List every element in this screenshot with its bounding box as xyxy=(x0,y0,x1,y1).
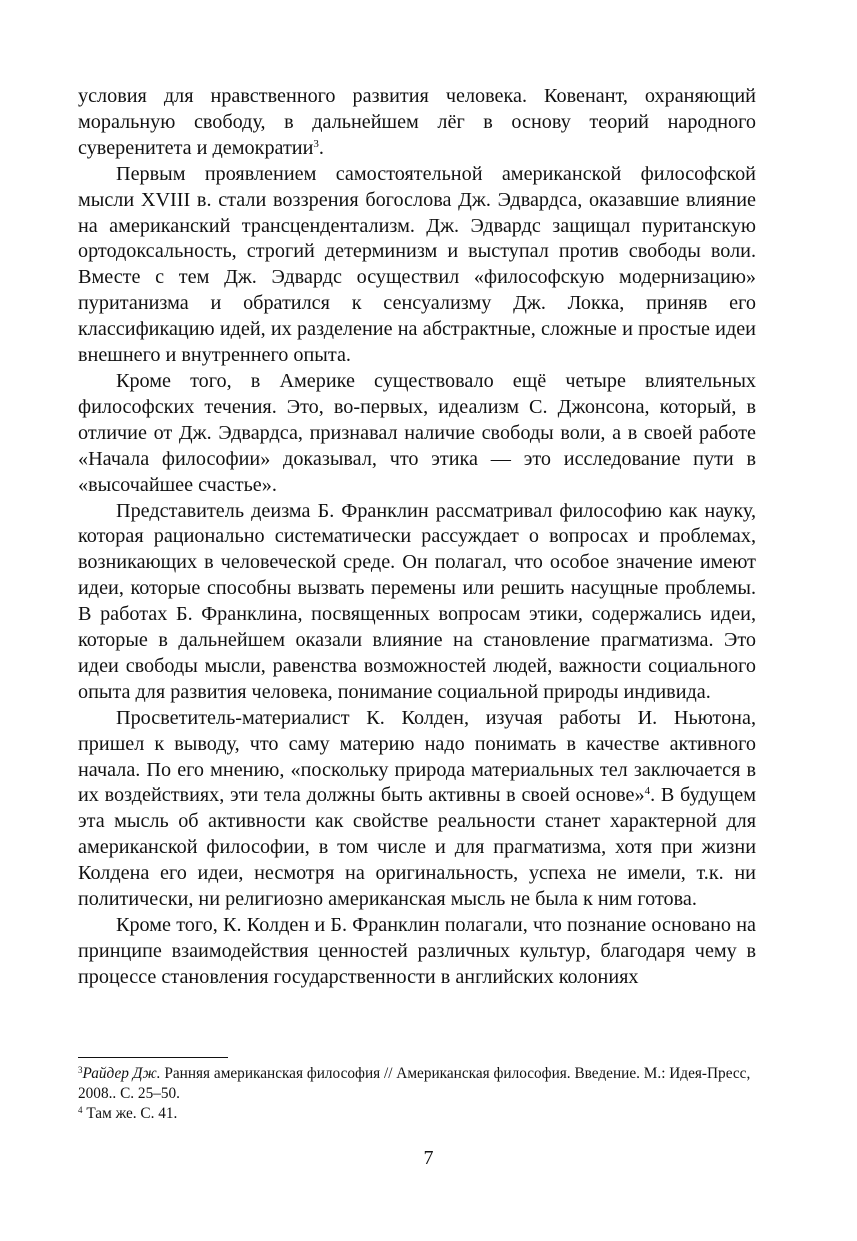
footnote-ref-4[interactable]: 4 xyxy=(644,785,651,798)
main-text xyxy=(78,84,756,991)
paragraph-text: Просветитель-материалист К. Колден, изучая работы И. Ньютона, пришел к выводу, что саму материю надо понимать в качестве активного начала. По его мнению, «поскольку природа материальных тел заключается в их воздействиях, эти тела должны быть активны в своей основе» xyxy=(78,706,756,807)
footnote-ref-3[interactable]: 3 xyxy=(313,137,319,150)
page-number: 7 xyxy=(423,1147,434,1169)
paragraph-3 xyxy=(78,369,756,499)
footnote-number: 3 xyxy=(78,1065,83,1075)
footnote-text: Ранняя американская философия // Американская философия. Введение. М.: Идея-Пресс, 2008.. С. 25–50. xyxy=(78,1065,751,1102)
paragraph-4 xyxy=(78,499,756,706)
paragraph-text: Первым проявлением самостоятельной американской философской мысли XVIII в. стали воззрения богослова Дж. Эдвардса, оказавшие влияние на американский трансцендентализм. Дж. Эдвардс защищал пуританскую ортодоксальность, строгий детерминизм и выступал против свободы воли. Вместе с тем Дж. Эдвардс осуществил «философскую модернизацию» пуританизма и обратился к сенсуализму Дж. Локка, приняв его классификацию идей, их разделение на абстрактные, сложные и простые идеи внешнего и внутреннего опыта. xyxy=(78,162,756,367)
paragraph-text: Кроме того, К. Колден и Б. Франклин полагали, что познание основано на принципе взаимодействия ценностей различных культур, благодаря чему в процессе становления государственности в английских колониях xyxy=(78,914,756,988)
footnote-author: Райдер Дж. xyxy=(82,1065,161,1082)
footnote-number: 4 xyxy=(78,1105,83,1115)
paragraph-text: Представитель деизма Б. Франклин рассматривал философию как науку, которая рационально систематически рассуждает о вопросах и проблемах, возникающих в человеческой среде. Он полагал, что особое значение имеют идеи, которые способны вызвать перемены или решить насущные проблемы. В работах Б. Франклина, посвященных вопросам этики, содержались идеи, которые в дальнейшем оказали влияние на становление прагматизма. Это идеи свободы мысли, равенства возможностей людей, важности социального опыта для развития человека, понимание социальной природы индивида. xyxy=(78,499,756,703)
paragraph-2 xyxy=(78,162,756,369)
paragraph-1 xyxy=(78,84,756,162)
paragraph-text-tail: . В будущем эта мысль об активности как свойстве реальности станет характерной для американской философии, в том числе и для прагматизма, хотя при жизни Колдена его идеи, несмотря на оригинальность, успеха не имели, т.к. ни политически, ни религиозно американская мысль не была к ним готова. xyxy=(78,784,757,911)
footnote-divider xyxy=(78,1057,228,1058)
paragraph-5 xyxy=(78,706,756,913)
footnote-4 xyxy=(78,1104,758,1124)
paragraph-text-tail: . xyxy=(318,136,324,159)
footnote-text: Там же. С. 41. xyxy=(82,1105,178,1122)
paragraph-6 xyxy=(78,913,756,991)
footnotes xyxy=(78,1064,758,1124)
paragraph-text: условия для нравственного развития человека. Ковенант, охраняющий моральную свободу, в дальнейшем лёг в основу теорий народного суверенитета и демократии xyxy=(78,85,756,159)
paragraph-text: Кроме того, в Америке существовало ещё четыре влиятельных философских течения. Это, во-первых, идеализм С. Джонсона, который, в отличие от Дж. Эдвардса, признавал наличие свободы воли, а в своей работе «Начала философии» доказывал, что этика — это исследование пути в «высочайшее счастье». xyxy=(78,369,756,496)
footnote-3 xyxy=(78,1064,758,1104)
